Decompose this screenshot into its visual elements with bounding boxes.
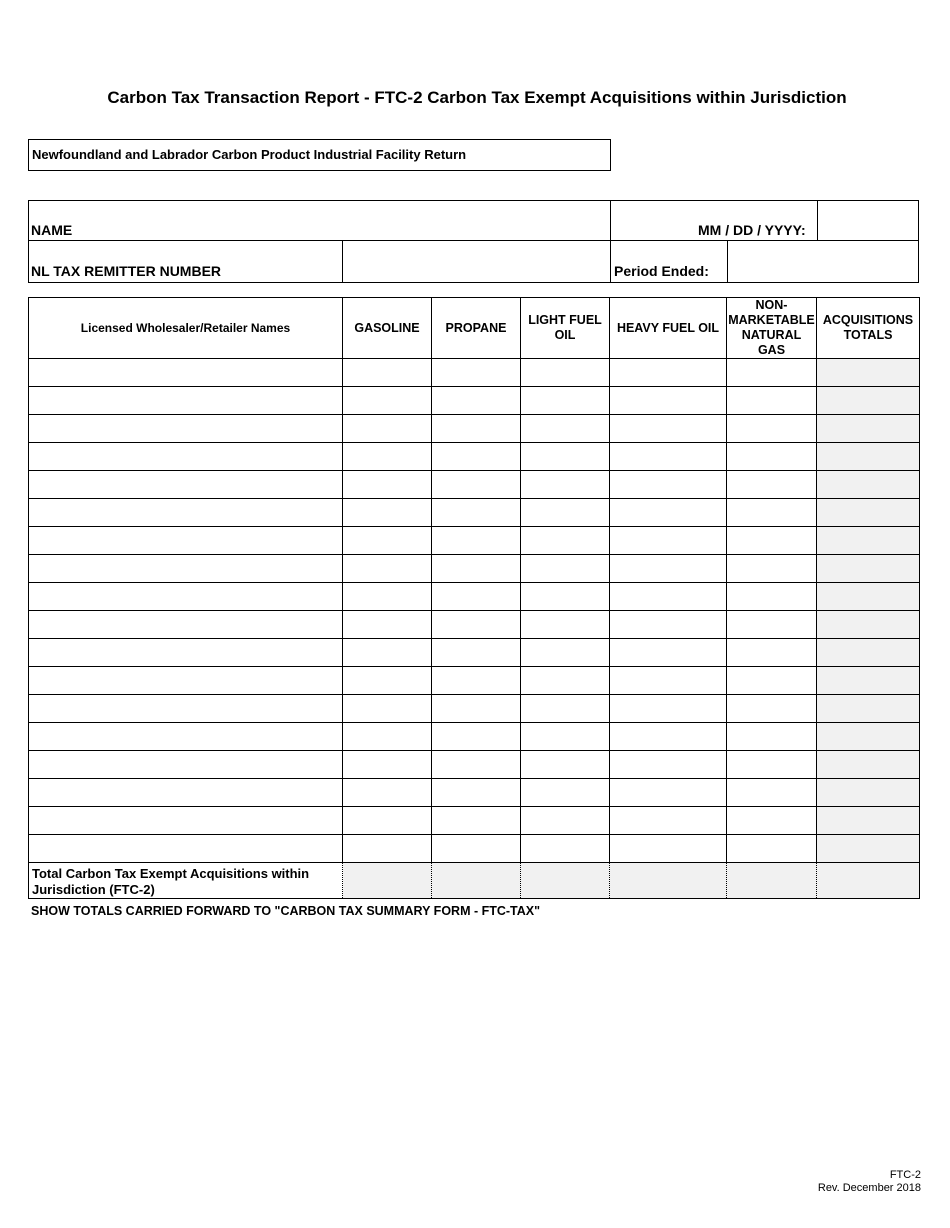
fuel-amount-cell[interactable] bbox=[432, 667, 521, 695]
fuel-amount-cell[interactable] bbox=[727, 359, 817, 387]
acquisitions-total-cell[interactable] bbox=[817, 723, 920, 751]
header-divider-v3 bbox=[342, 240, 343, 283]
acquisitions-total-cell[interactable] bbox=[817, 471, 920, 499]
fuel-amount-cell[interactable] bbox=[432, 471, 521, 499]
wholesaler-name-cell[interactable] bbox=[29, 471, 343, 499]
table-row bbox=[29, 387, 920, 415]
fuel-amount-cell[interactable] bbox=[610, 471, 727, 499]
fuel-amount-cell[interactable] bbox=[521, 499, 610, 527]
wholesaler-name-cell[interactable] bbox=[29, 555, 343, 583]
wholesaler-name-cell[interactable] bbox=[29, 499, 343, 527]
period-ended-label: Period Ended: bbox=[614, 263, 709, 279]
fuel-amount-cell[interactable] bbox=[610, 751, 727, 779]
fuel-amount-cell[interactable] bbox=[521, 723, 610, 751]
column-header-names: Licensed Wholesaler/Retailer Names bbox=[29, 298, 343, 359]
acquisitions-total-cell[interactable] bbox=[817, 667, 920, 695]
column-header-heavy-fuel-oil: HEAVY FUEL OIL bbox=[610, 298, 727, 359]
table-row bbox=[29, 639, 920, 667]
fuel-amount-cell[interactable] bbox=[727, 387, 817, 415]
fuel-amount-cell[interactable] bbox=[343, 387, 432, 415]
fuel-amount-cell[interactable] bbox=[727, 499, 817, 527]
fuel-amount-cell[interactable] bbox=[521, 555, 610, 583]
table-row bbox=[29, 583, 920, 611]
fuel-amount-cell[interactable] bbox=[343, 667, 432, 695]
header-divider-v4 bbox=[727, 240, 728, 283]
fuel-amount-cell[interactable] bbox=[610, 807, 727, 835]
fuel-amount-cell[interactable] bbox=[610, 387, 727, 415]
revision-date: Rev. December 2018 bbox=[817, 1182, 921, 1194]
fuel-amount-cell[interactable] bbox=[521, 471, 610, 499]
column-header-non-marketable-natural-gas: NON-MARKETABLE NATURAL GAS bbox=[728, 298, 815, 357]
page-title: Carbon Tax Transaction Report - FTC-2 Carbon Tax Exempt Acquisitions within Jurisdiction bbox=[107, 88, 847, 107]
fuel-amount-cell[interactable] bbox=[727, 723, 817, 751]
fuel-amount-cell[interactable] bbox=[343, 359, 432, 387]
fuel-amount-cell[interactable] bbox=[343, 415, 432, 443]
acquisitions-table bbox=[28, 297, 920, 899]
total-row bbox=[29, 863, 920, 899]
fuel-amount-cell[interactable] bbox=[610, 499, 727, 527]
fuel-amount-cell[interactable] bbox=[343, 807, 432, 835]
fuel-amount-cell[interactable] bbox=[432, 779, 521, 807]
acquisitions-total-cell[interactable] bbox=[817, 527, 920, 555]
fuel-amount-cell[interactable] bbox=[610, 611, 727, 639]
form-name-box: Newfoundland and Labrador Carbon Product Industrial Facility Return bbox=[28, 139, 611, 171]
wholesaler-name-cell[interactable] bbox=[29, 359, 343, 387]
fuel-amount-cell[interactable] bbox=[727, 779, 817, 807]
fuel-amount-cell[interactable] bbox=[610, 723, 727, 751]
fuel-amount-cell[interactable] bbox=[521, 695, 610, 723]
fuel-amount-cell[interactable] bbox=[610, 555, 727, 583]
fuel-amount-cell[interactable] bbox=[343, 779, 432, 807]
table-row bbox=[29, 415, 920, 443]
fuel-amount-cell[interactable] bbox=[343, 443, 432, 471]
date-field[interactable] bbox=[820, 203, 916, 239]
fuel-amount-cell[interactable] bbox=[432, 695, 521, 723]
total-cell[interactable] bbox=[432, 863, 521, 899]
fuel-amount-cell[interactable] bbox=[343, 471, 432, 499]
fuel-amount-cell[interactable] bbox=[432, 555, 521, 583]
fuel-amount-cell[interactable] bbox=[521, 359, 610, 387]
fuel-amount-cell[interactable] bbox=[610, 639, 727, 667]
table-header-row bbox=[29, 298, 920, 359]
header-divider-v2 bbox=[817, 200, 818, 241]
fuel-amount-cell[interactable] bbox=[343, 555, 432, 583]
name-field[interactable] bbox=[120, 203, 605, 239]
fuel-amount-cell[interactable] bbox=[343, 835, 432, 863]
fuel-amount-cell[interactable] bbox=[727, 611, 817, 639]
wholesaler-name-cell[interactable] bbox=[29, 667, 343, 695]
table-row bbox=[29, 443, 920, 471]
table-row bbox=[29, 807, 920, 835]
period-ended-field[interactable] bbox=[730, 243, 916, 281]
header-divider-v1 bbox=[610, 200, 611, 283]
fuel-amount-cell[interactable] bbox=[521, 415, 610, 443]
wholesaler-name-cell[interactable] bbox=[29, 415, 343, 443]
fuel-amount-cell[interactable] bbox=[432, 751, 521, 779]
fuel-amount-cell[interactable] bbox=[432, 527, 521, 555]
table-row bbox=[29, 695, 920, 723]
fuel-amount-cell[interactable] bbox=[727, 639, 817, 667]
fuel-amount-cell[interactable] bbox=[432, 639, 521, 667]
acquisitions-total-cell[interactable] bbox=[817, 807, 920, 835]
fuel-amount-cell[interactable] bbox=[343, 611, 432, 639]
table-row bbox=[29, 499, 920, 527]
fuel-amount-cell[interactable] bbox=[521, 443, 610, 471]
fuel-amount-cell[interactable] bbox=[521, 583, 610, 611]
fuel-amount-cell[interactable] bbox=[432, 835, 521, 863]
acquisitions-total-cell[interactable] bbox=[817, 387, 920, 415]
table-row bbox=[29, 555, 920, 583]
remitter-number-label: NL TAX REMITTER NUMBER bbox=[31, 263, 222, 279]
fuel-amount-cell[interactable] bbox=[521, 611, 610, 639]
acquisitions-total-cell[interactable] bbox=[817, 835, 920, 863]
fuel-amount-cell[interactable] bbox=[610, 359, 727, 387]
remitter-number-field[interactable] bbox=[345, 243, 607, 281]
total-cell[interactable] bbox=[610, 863, 727, 899]
acquisitions-total-cell[interactable] bbox=[817, 499, 920, 527]
table-row bbox=[29, 359, 920, 387]
acquisitions-total-cell[interactable] bbox=[817, 695, 920, 723]
fuel-amount-cell[interactable] bbox=[727, 751, 817, 779]
fuel-amount-cell[interactable] bbox=[432, 723, 521, 751]
acquisitions-total-cell[interactable] bbox=[817, 555, 920, 583]
fuel-amount-cell[interactable] bbox=[521, 779, 610, 807]
fuel-amount-cell[interactable] bbox=[727, 695, 817, 723]
wholesaler-name-cell[interactable] bbox=[29, 443, 343, 471]
wholesaler-name-cell[interactable] bbox=[29, 723, 343, 751]
wholesaler-name-cell[interactable] bbox=[29, 835, 343, 863]
wholesaler-name-cell[interactable] bbox=[29, 779, 343, 807]
fuel-amount-cell[interactable] bbox=[727, 555, 817, 583]
totals-note: SHOW TOTALS CARRIED FORWARD TO "CARBON TAX SUMMARY FORM - FTC-TAX" bbox=[31, 904, 541, 918]
table-row bbox=[29, 471, 920, 499]
fuel-amount-cell[interactable] bbox=[610, 415, 727, 443]
fuel-amount-cell[interactable] bbox=[521, 667, 610, 695]
form-code: FTC-2 bbox=[889, 1169, 921, 1181]
table-row bbox=[29, 527, 920, 555]
fuel-amount-cell[interactable] bbox=[727, 415, 817, 443]
fuel-amount-cell[interactable] bbox=[610, 527, 727, 555]
table-row bbox=[29, 667, 920, 695]
column-header-propane: PROPANE bbox=[432, 298, 521, 359]
fuel-amount-cell[interactable] bbox=[610, 835, 727, 863]
acquisitions-total-cell[interactable] bbox=[817, 639, 920, 667]
fuel-amount-cell[interactable] bbox=[727, 835, 817, 863]
fuel-amount-cell[interactable] bbox=[432, 583, 521, 611]
fuel-amount-cell[interactable] bbox=[343, 639, 432, 667]
fuel-amount-cell[interactable] bbox=[521, 527, 610, 555]
fuel-amount-cell[interactable] bbox=[521, 835, 610, 863]
fuel-amount-cell[interactable] bbox=[343, 751, 432, 779]
acquisitions-total-cell[interactable] bbox=[817, 443, 920, 471]
fuel-amount-cell[interactable] bbox=[727, 667, 817, 695]
table-row bbox=[29, 751, 920, 779]
total-row-label: Total Carbon Tax Exempt Acquisitions within Jurisdiction (FTC-2) bbox=[29, 863, 343, 899]
wholesaler-name-cell[interactable] bbox=[29, 695, 343, 723]
fuel-amount-cell[interactable] bbox=[521, 387, 610, 415]
fuel-amount-cell[interactable] bbox=[432, 387, 521, 415]
name-label: NAME bbox=[31, 222, 73, 238]
total-cell[interactable] bbox=[343, 863, 432, 899]
wholesaler-name-cell[interactable] bbox=[29, 611, 343, 639]
fuel-amount-cell[interactable] bbox=[610, 443, 727, 471]
fuel-amount-cell[interactable] bbox=[432, 807, 521, 835]
fuel-amount-cell[interactable] bbox=[521, 807, 610, 835]
wholesaler-name-cell[interactable] bbox=[29, 583, 343, 611]
wholesaler-name-cell[interactable] bbox=[29, 639, 343, 667]
acquisitions-total-cell[interactable] bbox=[817, 611, 920, 639]
column-header-light-fuel-oil: LIGHT FUEL OIL bbox=[521, 298, 610, 359]
fuel-amount-cell[interactable] bbox=[432, 499, 521, 527]
fuel-amount-cell[interactable] bbox=[521, 639, 610, 667]
fuel-amount-cell[interactable] bbox=[343, 695, 432, 723]
total-cell[interactable] bbox=[817, 863, 920, 899]
fuel-amount-cell[interactable] bbox=[521, 751, 610, 779]
fuel-amount-cell[interactable] bbox=[343, 527, 432, 555]
acquisitions-total-cell[interactable] bbox=[817, 751, 920, 779]
table-row bbox=[29, 611, 920, 639]
fuel-amount-cell[interactable] bbox=[727, 443, 817, 471]
acquisitions-total-cell[interactable] bbox=[817, 359, 920, 387]
fuel-amount-cell[interactable] bbox=[432, 359, 521, 387]
fuel-amount-cell[interactable] bbox=[432, 443, 521, 471]
wholesaler-name-cell[interactable] bbox=[29, 527, 343, 555]
fuel-amount-cell[interactable] bbox=[727, 807, 817, 835]
table-row bbox=[29, 779, 920, 807]
fuel-amount-cell[interactable] bbox=[610, 667, 727, 695]
total-cell[interactable] bbox=[727, 863, 817, 899]
column-header-acquisitions-totals: ACQUISITIONS TOTALS bbox=[817, 298, 920, 359]
acquisitions-total-cell[interactable] bbox=[817, 415, 920, 443]
fuel-amount-cell[interactable] bbox=[343, 499, 432, 527]
table-row bbox=[29, 835, 920, 863]
fuel-amount-cell[interactable] bbox=[343, 583, 432, 611]
fuel-amount-cell[interactable] bbox=[610, 779, 727, 807]
fuel-amount-cell[interactable] bbox=[343, 723, 432, 751]
fuel-amount-cell[interactable] bbox=[727, 471, 817, 499]
acquisitions-total-cell[interactable] bbox=[817, 779, 920, 807]
fuel-amount-cell[interactable] bbox=[432, 611, 521, 639]
column-header-gasoline: GASOLINE bbox=[343, 298, 432, 359]
acquisitions-total-cell[interactable] bbox=[817, 583, 920, 611]
fuel-amount-cell[interactable] bbox=[727, 527, 817, 555]
header-divider bbox=[28, 240, 919, 241]
fuel-amount-cell[interactable] bbox=[610, 583, 727, 611]
table-row bbox=[29, 723, 920, 751]
fuel-amount-cell[interactable] bbox=[432, 415, 521, 443]
wholesaler-name-cell[interactable] bbox=[29, 807, 343, 835]
footer bbox=[818, 1169, 921, 1195]
wholesaler-name-cell[interactable] bbox=[29, 387, 343, 415]
total-cell[interactable] bbox=[521, 863, 610, 899]
fuel-amount-cell[interactable] bbox=[727, 583, 817, 611]
fuel-amount-cell[interactable] bbox=[610, 695, 727, 723]
wholesaler-name-cell[interactable] bbox=[29, 751, 343, 779]
date-label: MM / DD / YYYY: bbox=[698, 222, 806, 238]
